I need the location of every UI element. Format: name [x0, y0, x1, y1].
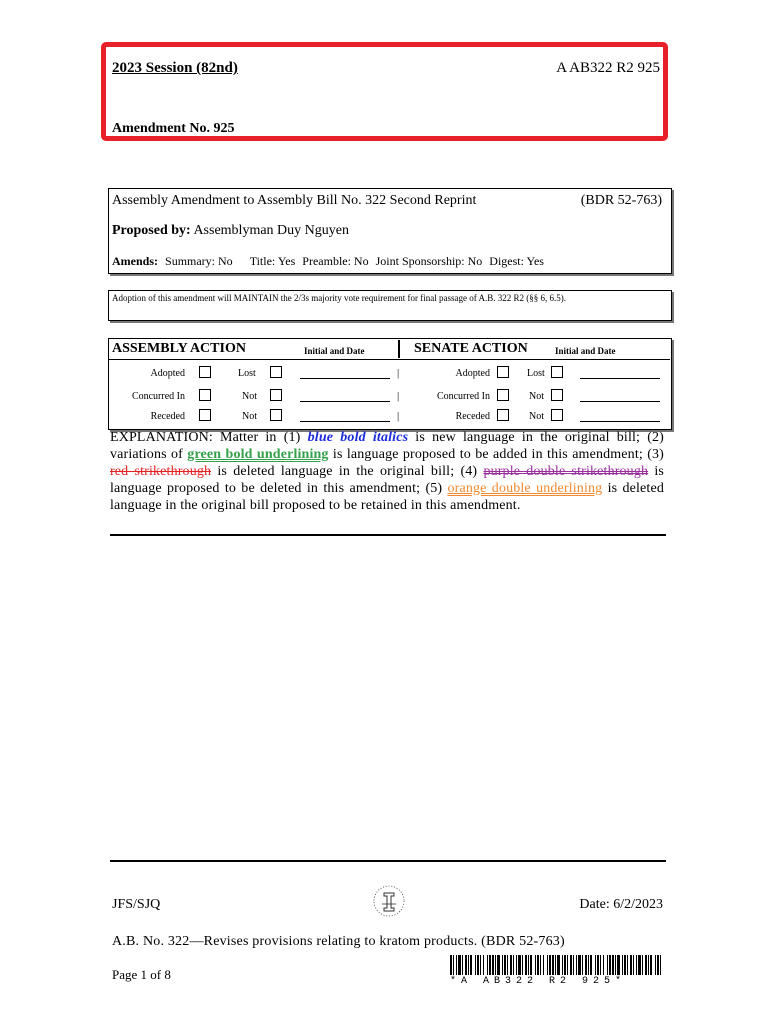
- amendment-number: Amendment No. 925: [112, 121, 235, 136]
- senate-adopted-initial-line[interactable]: [580, 378, 660, 379]
- amends-preamble: Preamble: No: [302, 254, 369, 268]
- footer-rule: [110, 860, 666, 862]
- explanation-text-1: EXPLANATION: Matter in (1): [110, 430, 308, 445]
- proposed-by-label: Proposed by:: [112, 223, 191, 238]
- senate-receded-initial-line[interactable]: [580, 421, 660, 422]
- senate-receded-label: Receded: [455, 411, 490, 422]
- senate-concurred-label: Concurred In: [436, 391, 490, 402]
- senate-adopted-label: Adopted: [455, 368, 490, 379]
- explanation-purple-sample: purple double strikethrough: [483, 464, 649, 479]
- explanation-green-sample: green bold underlining: [187, 447, 329, 462]
- amends-line: [112, 254, 544, 269]
- senate-initial-date-heading: Initial and Date: [555, 346, 616, 356]
- senate-receded-checkbox[interactable]: [497, 409, 509, 421]
- bdr-number: (BDR 52-763): [580, 193, 662, 208]
- senate-action-heading: SENATE ACTION: [414, 341, 528, 356]
- assembly-not-concurred-checkbox[interactable]: [270, 389, 282, 401]
- proposed-by: [112, 223, 349, 239]
- assembly-concurred-checkbox[interactable]: [199, 389, 211, 401]
- assembly-concurred-label: Concurred In: [131, 391, 185, 402]
- amends-summary: Summary: No: [165, 254, 233, 268]
- bill-summary-line: A.B. No. 322—Revises provisions relating to kratom products. (BDR 52-763): [112, 934, 565, 949]
- senate-not-concurred-label: Not: [529, 391, 544, 402]
- explanation-rule: [110, 534, 666, 536]
- amends-title: Title: Yes: [249, 254, 296, 268]
- assembly-action-heading: ASSEMBLY ACTION: [112, 341, 246, 356]
- assembly-not-receded-checkbox[interactable]: [270, 409, 282, 421]
- assembly-not-concurred-label: Not: [242, 391, 257, 402]
- row-separator: |: [397, 410, 400, 422]
- explanation-text-6: is deleted language in the original bill proposed to be retained in this amendment.: [110, 481, 664, 513]
- column-separator: [398, 340, 400, 358]
- assembly-initial-date-heading: Initial and Date: [304, 346, 365, 356]
- drafter-initials: JFS/SJQ: [112, 897, 161, 912]
- assembly-not-receded-label: Not: [242, 411, 257, 422]
- action-table-divider: [108, 359, 670, 360]
- assembly-lost-checkbox[interactable]: [270, 366, 282, 378]
- senate-not-concurred-checkbox[interactable]: [551, 389, 563, 401]
- explanation-blue-sample: blue bold italics: [307, 430, 409, 445]
- row-separator: |: [397, 390, 400, 402]
- senate-adopted-checkbox[interactable]: [497, 366, 509, 378]
- page-number: Page 1 of 8: [112, 967, 171, 982]
- amendment-title: Assembly Amendment to Assembly Bill No. 322 Second Reprint: [112, 193, 477, 208]
- assembly-concurred-initial-line[interactable]: [300, 401, 390, 402]
- assembly-receded-checkbox[interactable]: [199, 409, 211, 421]
- amends-digest: Digest: Yes: [489, 254, 544, 268]
- assembly-lost-label: Lost: [238, 368, 256, 379]
- senate-concurred-checkbox[interactable]: [497, 389, 509, 401]
- assembly-adopted-initial-line[interactable]: [300, 378, 390, 379]
- senate-lost-checkbox[interactable]: [551, 366, 563, 378]
- amends-joint-sponsorship: Joint Sponsorship: No: [375, 254, 483, 268]
- explanation-orange-sample: orange double underlining: [447, 481, 603, 496]
- assembly-receded-label: Receded: [150, 411, 185, 422]
- senate-concurred-initial-line[interactable]: [580, 401, 660, 402]
- explanation-text-5: is language proposed to be deleted in this amendment; (5): [110, 464, 664, 496]
- explanation-paragraph: [110, 429, 664, 514]
- assembly-adopted-checkbox[interactable]: [199, 366, 211, 378]
- explanation-red-sample: red strikethrough: [110, 464, 212, 479]
- senate-not-receded-label: Not: [529, 411, 544, 422]
- state-seal-icon: [373, 884, 405, 918]
- session-title: 2023 Session (82nd): [112, 60, 238, 76]
- assembly-adopted-label: Adopted: [150, 368, 185, 379]
- adoption-note: Adoption of this amendment will MAINTAIN the 2/3s majority vote requirement for final passage of A.B. 322 R2 (§§ 6, 6.5).: [112, 293, 566, 303]
- explanation-text-4: is deleted language in the original bill; (4): [211, 464, 484, 479]
- amends-label: Amends:: [112, 254, 159, 268]
- senate-lost-label: Lost: [527, 368, 545, 379]
- bill-reference: A AB322 R2 925: [556, 60, 660, 76]
- proposed-by-name: Assemblyman Duy Nguyen: [193, 223, 349, 238]
- explanation-text-3: is language proposed to be added in this amendment; (3): [328, 447, 664, 462]
- senate-not-receded-checkbox[interactable]: [551, 409, 563, 421]
- row-separator: |: [397, 367, 400, 379]
- explanation-text-2: is new language in the original bill; (2) variations of: [110, 430, 664, 462]
- assembly-receded-initial-line[interactable]: [300, 421, 390, 422]
- barcode-icon: [450, 955, 662, 975]
- amendment-date: Date: 6/2/2023: [579, 897, 663, 912]
- barcode-text: *A AB322 R2 925*: [450, 976, 627, 987]
